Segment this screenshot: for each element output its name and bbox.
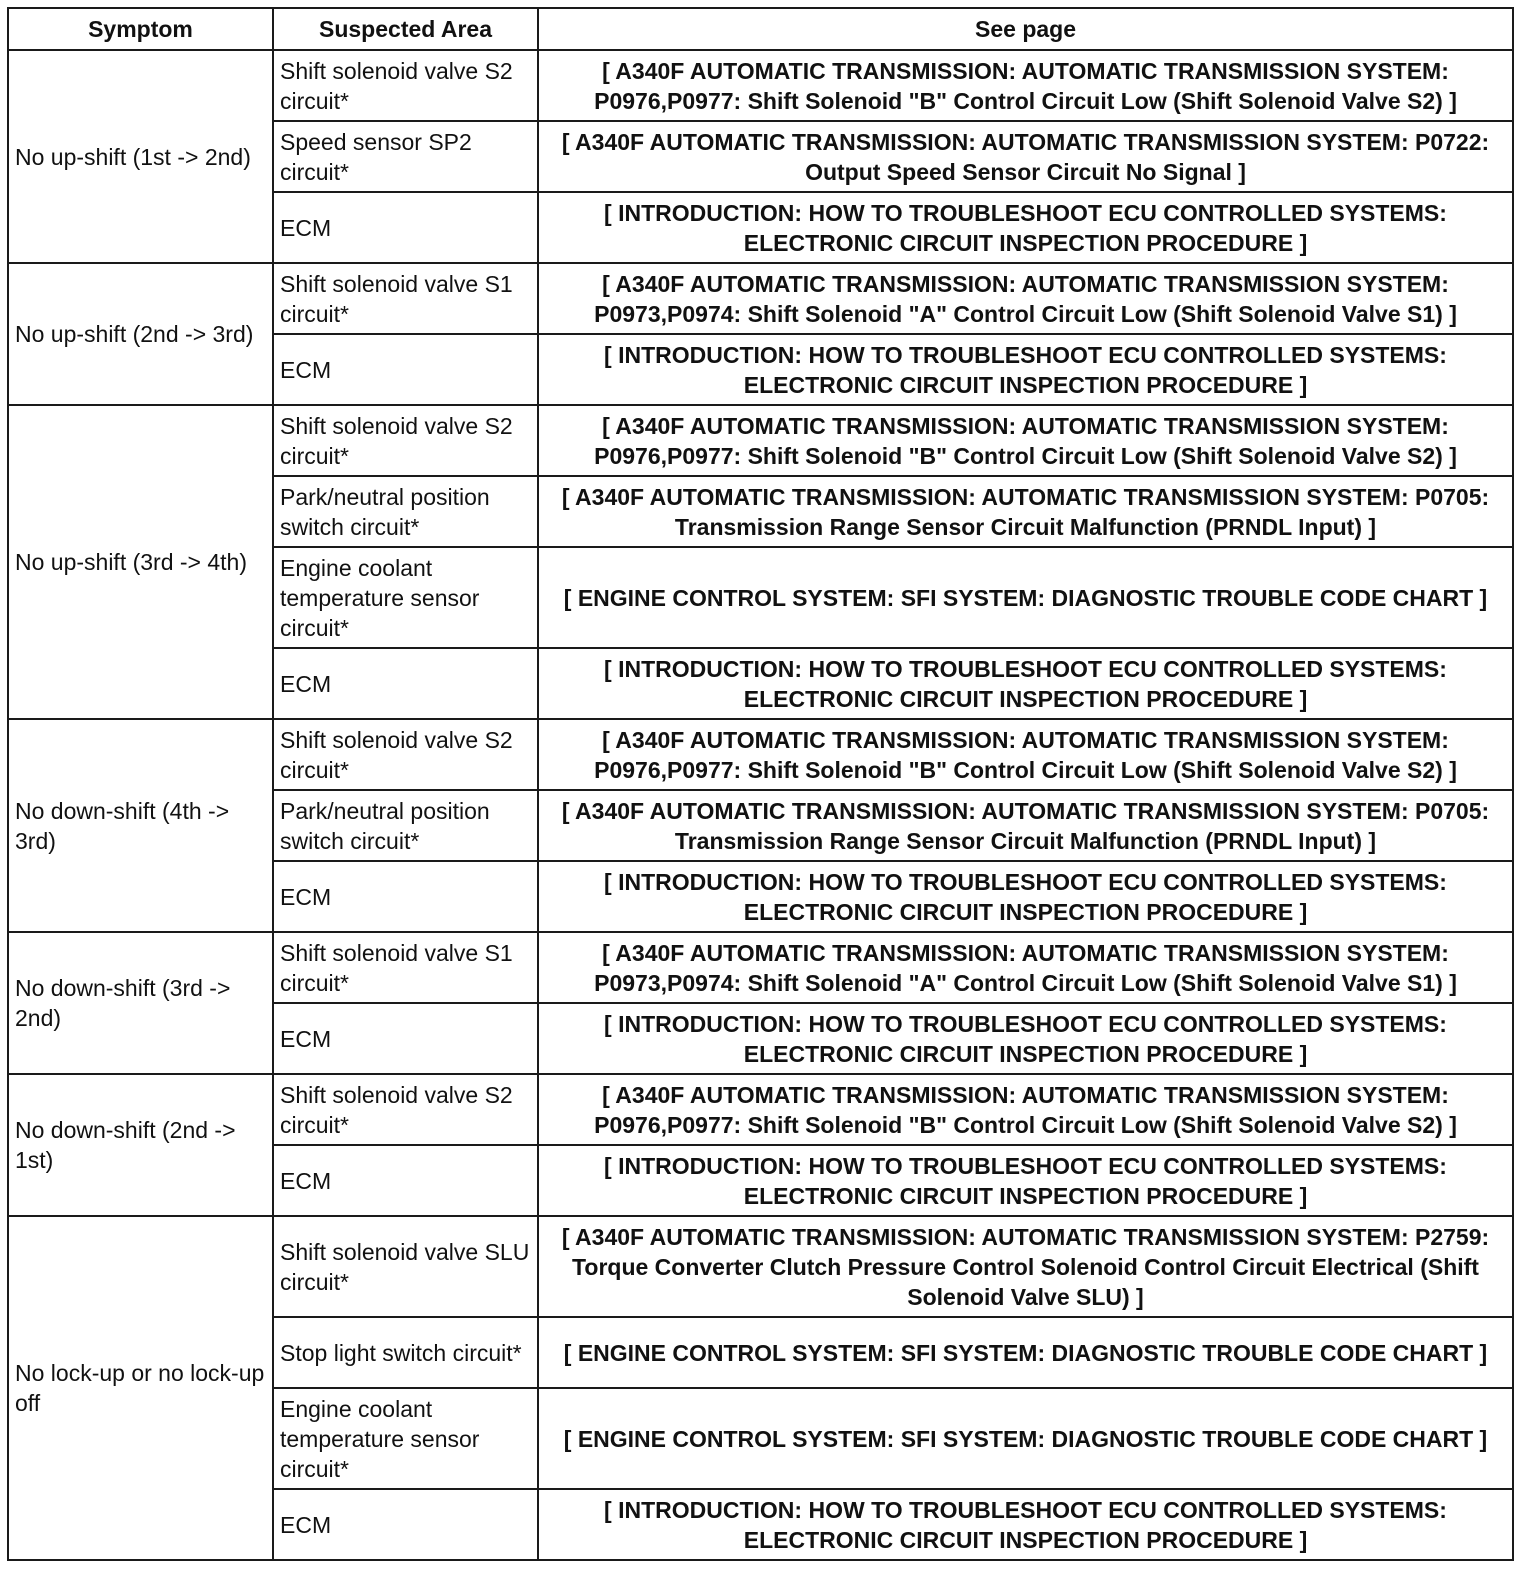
table-row — [8, 932, 1513, 1003]
suspected-area-cell: ECM — [273, 861, 538, 932]
see-page-cell: [ A340F AUTOMATIC TRANSMISSION: AUTOMATIC TRANSMISSION SYSTEM: P0722: Output Speed Sensor Circuit No Signal ] — [538, 121, 1513, 192]
see-page-cell: [ A340F AUTOMATIC TRANSMISSION: AUTOMATIC TRANSMISSION SYSTEM: P0705: Transmission Range Sensor Circuit Malfunction (PRNDL Input) ] — [538, 790, 1513, 861]
see-page-cell: [ A340F AUTOMATIC TRANSMISSION: AUTOMATIC TRANSMISSION SYSTEM: P0705: Transmission Range Sensor Circuit Malfunction (PRNDL Input) ] — [538, 476, 1513, 547]
suspected-area-cell: ECM — [273, 334, 538, 405]
header-see-page: See page — [538, 8, 1513, 50]
suspected-area-cell: Engine coolant temperature sensor circuit* — [273, 547, 538, 648]
suspected-area-cell: Stop light switch circuit* — [273, 1317, 538, 1388]
see-page-cell: [ INTRODUCTION: HOW TO TROUBLESHOOT ECU CONTROLLED SYSTEMS: ELECTRONIC CIRCUIT INSPECTION PROCEDURE ] — [538, 1489, 1513, 1560]
suspected-area-cell: ECM — [273, 1003, 538, 1074]
see-page-cell: [ INTRODUCTION: HOW TO TROUBLESHOOT ECU CONTROLLED SYSTEMS: ELECTRONIC CIRCUIT INSPECTION PROCEDURE ] — [538, 648, 1513, 719]
table-row — [8, 50, 1513, 121]
table-header-row — [8, 8, 1513, 50]
header-suspected-area: Suspected Area — [273, 8, 538, 50]
see-page-cell: [ INTRODUCTION: HOW TO TROUBLESHOOT ECU CONTROLLED SYSTEMS: ELECTRONIC CIRCUIT INSPECTION PROCEDURE ] — [538, 1145, 1513, 1216]
see-page-cell: [ ENGINE CONTROL SYSTEM: SFI SYSTEM: DIAGNOSTIC TROUBLE CODE CHART ] — [538, 1388, 1513, 1489]
see-page-cell: [ INTRODUCTION: HOW TO TROUBLESHOOT ECU CONTROLLED SYSTEMS: ELECTRONIC CIRCUIT INSPECTION PROCEDURE ] — [538, 334, 1513, 405]
suspected-area-cell: ECM — [273, 1489, 538, 1560]
suspected-area-cell: Park/neutral position switch circuit* — [273, 790, 538, 861]
symptom-cell: No up-shift (2nd -> 3rd) — [8, 263, 273, 405]
see-page-cell: [ A340F AUTOMATIC TRANSMISSION: AUTOMATIC TRANSMISSION SYSTEM: P0973,P0974: Shift Solenoid "A" Control Circuit Low (Shift Solenoid Valve S1) ] — [538, 932, 1513, 1003]
see-page-cell: [ INTRODUCTION: HOW TO TROUBLESHOOT ECU CONTROLLED SYSTEMS: ELECTRONIC CIRCUIT INSPECTION PROCEDURE ] — [538, 861, 1513, 932]
table-row — [8, 405, 1513, 476]
header-symptom: Symptom — [8, 8, 273, 50]
suspected-area-cell: Shift solenoid valve S2 circuit* — [273, 719, 538, 790]
suspected-area-cell: Speed sensor SP2 circuit* — [273, 121, 538, 192]
see-page-cell: [ A340F AUTOMATIC TRANSMISSION: AUTOMATIC TRANSMISSION SYSTEM: P0973,P0974: Shift Solenoid "A" Control Circuit Low (Shift Solenoid Valve S1) ] — [538, 263, 1513, 334]
symptom-cell: No down-shift (3rd -> 2nd) — [8, 932, 273, 1074]
table-row — [8, 719, 1513, 790]
see-page-cell: [ ENGINE CONTROL SYSTEM: SFI SYSTEM: DIAGNOSTIC TROUBLE CODE CHART ] — [538, 1317, 1513, 1388]
suspected-area-cell: Engine coolant temperature sensor circuit* — [273, 1388, 538, 1489]
see-page-cell: [ A340F AUTOMATIC TRANSMISSION: AUTOMATIC TRANSMISSION SYSTEM: P0976,P0977: Shift Solenoid "B" Control Circuit Low (Shift Solenoid Valve S2) ] — [538, 50, 1513, 121]
suspected-area-cell: Shift solenoid valve S1 circuit* — [273, 932, 538, 1003]
suspected-area-cell: ECM — [273, 1145, 538, 1216]
suspected-area-cell: Shift solenoid valve S2 circuit* — [273, 50, 538, 121]
symptom-cell: No down-shift (2nd -> 1st) — [8, 1074, 273, 1216]
see-page-cell: [ INTRODUCTION: HOW TO TROUBLESHOOT ECU CONTROLLED SYSTEMS: ELECTRONIC CIRCUIT INSPECTION PROCEDURE ] — [538, 192, 1513, 263]
suspected-area-cell: Shift solenoid valve S1 circuit* — [273, 263, 538, 334]
symptom-cell: No up-shift (1st -> 2nd) — [8, 50, 273, 263]
table-row — [8, 1216, 1513, 1317]
suspected-area-cell: Shift solenoid valve S2 circuit* — [273, 405, 538, 476]
table-body — [8, 50, 1513, 1560]
suspected-area-cell: Park/neutral position switch circuit* — [273, 476, 538, 547]
suspected-area-cell: ECM — [273, 648, 538, 719]
see-page-cell: [ INTRODUCTION: HOW TO TROUBLESHOOT ECU CONTROLLED SYSTEMS: ELECTRONIC CIRCUIT INSPECTION PROCEDURE ] — [538, 1003, 1513, 1074]
see-page-cell: [ ENGINE CONTROL SYSTEM: SFI SYSTEM: DIAGNOSTIC TROUBLE CODE CHART ] — [538, 547, 1513, 648]
see-page-cell: [ A340F AUTOMATIC TRANSMISSION: AUTOMATIC TRANSMISSION SYSTEM: P0976,P0977: Shift Solenoid "B" Control Circuit Low (Shift Solenoid Valve S2) ] — [538, 1074, 1513, 1145]
symptom-cell: No lock-up or no lock-up off — [8, 1216, 273, 1560]
table-row — [8, 263, 1513, 334]
symptom-cell: No up-shift (3rd -> 4th) — [8, 405, 273, 719]
table-row — [8, 1074, 1513, 1145]
see-page-cell: [ A340F AUTOMATIC TRANSMISSION: AUTOMATIC TRANSMISSION SYSTEM: P2759: Torque Converter Clutch Pressure Control Solenoid Control Circuit Electrical (Shift Solenoid Valve SLU) ] — [538, 1216, 1513, 1317]
suspected-area-cell: Shift solenoid valve SLU circuit* — [273, 1216, 538, 1317]
suspected-area-cell: ECM — [273, 192, 538, 263]
see-page-cell: [ A340F AUTOMATIC TRANSMISSION: AUTOMATIC TRANSMISSION SYSTEM: P0976,P0977: Shift Solenoid "B" Control Circuit Low (Shift Solenoid Valve S2) ] — [538, 405, 1513, 476]
troubleshooting-table-container — [7, 7, 1514, 1561]
symptom-cell: No down-shift (4th -> 3rd) — [8, 719, 273, 932]
see-page-cell: [ A340F AUTOMATIC TRANSMISSION: AUTOMATIC TRANSMISSION SYSTEM: P0976,P0977: Shift Solenoid "B" Control Circuit Low (Shift Solenoid Valve S2) ] — [538, 719, 1513, 790]
troubleshooting-table — [7, 7, 1514, 1561]
suspected-area-cell: Shift solenoid valve S2 circuit* — [273, 1074, 538, 1145]
